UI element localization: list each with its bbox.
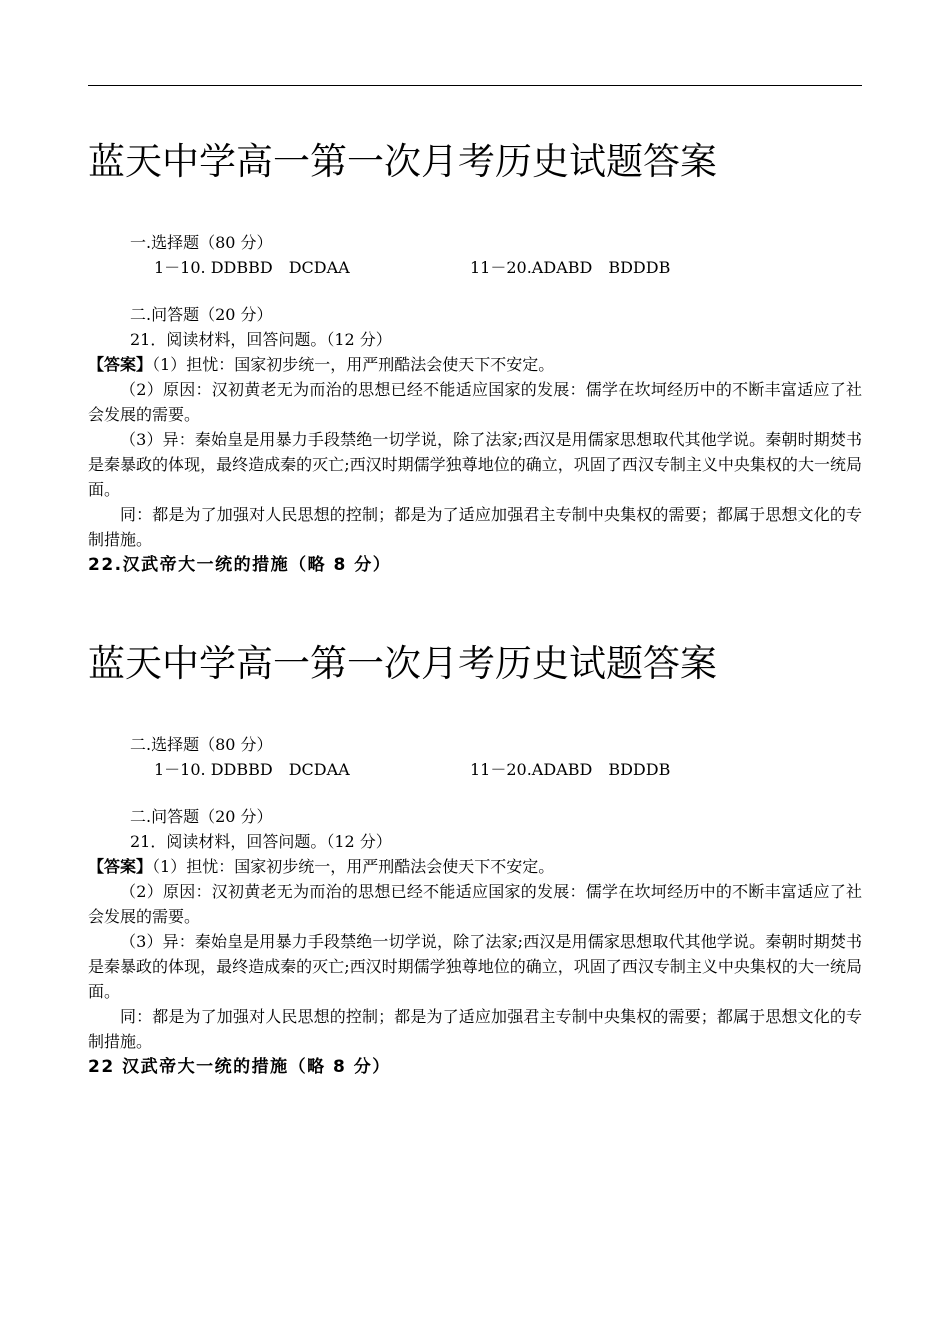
answer-section-2	[88, 638, 862, 1081]
page-title: 蓝天中学高一第一次月考历史试题答案	[88, 642, 717, 685]
choice-answers-11-20: 11－20.ADABD BDDDB	[470, 258, 671, 277]
choice-answers-1-10: 1－10. DDBBD DCDAA	[154, 258, 350, 277]
answer-1-text: （1）担忧：国家初步统一，用严刑酷法会使天下不安定。	[152, 857, 555, 876]
answer-label: 【答案】	[88, 857, 153, 876]
page-title: 蓝天中学高一第一次月考历史试题答案	[88, 140, 717, 183]
choice-answers	[154, 255, 862, 280]
answer-3-paragraph: （3）异：秦始皇是用暴力手段禁绝一切学说，除了法家;西汉是用儒家思想取代其他学说。秦朝时期焚书是秦暴政的体现，最终造成秦的灭亡;西汉时期儒学独尊地位的确立，巩固了西汉专制主义中央集权的大一统局面。	[88, 932, 862, 1001]
choice-heading: 一.选择题（80 分）	[130, 233, 273, 252]
answer-label: 【答案】	[88, 355, 153, 374]
q21-prompt: 21．阅读材料，回答问题。（12 分）	[130, 330, 392, 349]
answer-same-paragraph: 同：都是为了加强对人民思想的控制；都是为了适应加强君主专制中央集权的需要；都属于思想文化的专制措施。	[88, 505, 862, 549]
answer-same-paragraph: 同：都是为了加强对人民思想的控制；都是为了适应加强君主专制中央集权的需要；都属于思想文化的专制措施。	[88, 1007, 862, 1051]
choice-heading: 二.选择题（80 分）	[130, 735, 273, 754]
qa-heading: 二.问答题（20 分）	[130, 305, 273, 324]
choice-answers	[154, 757, 862, 782]
q22-line: 22.汉武帝大一统的措施（略 8 分）	[88, 555, 392, 575]
answer-section-1	[88, 136, 862, 579]
answer-3-paragraph: （3）异：秦始皇是用暴力手段禁绝一切学说，除了法家;西汉是用儒家思想取代其他学说。秦朝时期焚书是秦暴政的体现，最终造成秦的灭亡;西汉时期儒学独尊地位的确立，巩固了西汉专制主义中央集权的大一统局面。	[88, 430, 862, 499]
choice-answers-1-10: 1－10. DDBBD DCDAA	[154, 760, 350, 779]
answer-2-paragraph: （2）原因：汉初黄老无为而治的思想已经不能适应国家的发展：儒学在坎坷经历中的不断丰富适应了社会发展的需要。	[88, 882, 862, 926]
answer-line-1	[88, 352, 862, 377]
header-rule	[88, 85, 862, 86]
answer-2-paragraph: （2）原因：汉初黄老无为而治的思想已经不能适应国家的发展：儒学在坎坷经历中的不断丰富适应了社会发展的需要。	[88, 380, 862, 424]
qa-heading: 二.问答题（20 分）	[130, 807, 273, 826]
choice-answers-11-20: 11－20.ADABD BDDDB	[470, 760, 671, 779]
answer-1-text: （1）担忧：国家初步统一，用严刑酷法会使天下不安定。	[152, 355, 555, 374]
answer-line-1	[88, 854, 862, 879]
q22-line: 22 汉武帝大一统的措施（略 8 分）	[88, 1057, 391, 1077]
q21-prompt: 21．阅读材料，回答问题。（12 分）	[130, 832, 392, 851]
